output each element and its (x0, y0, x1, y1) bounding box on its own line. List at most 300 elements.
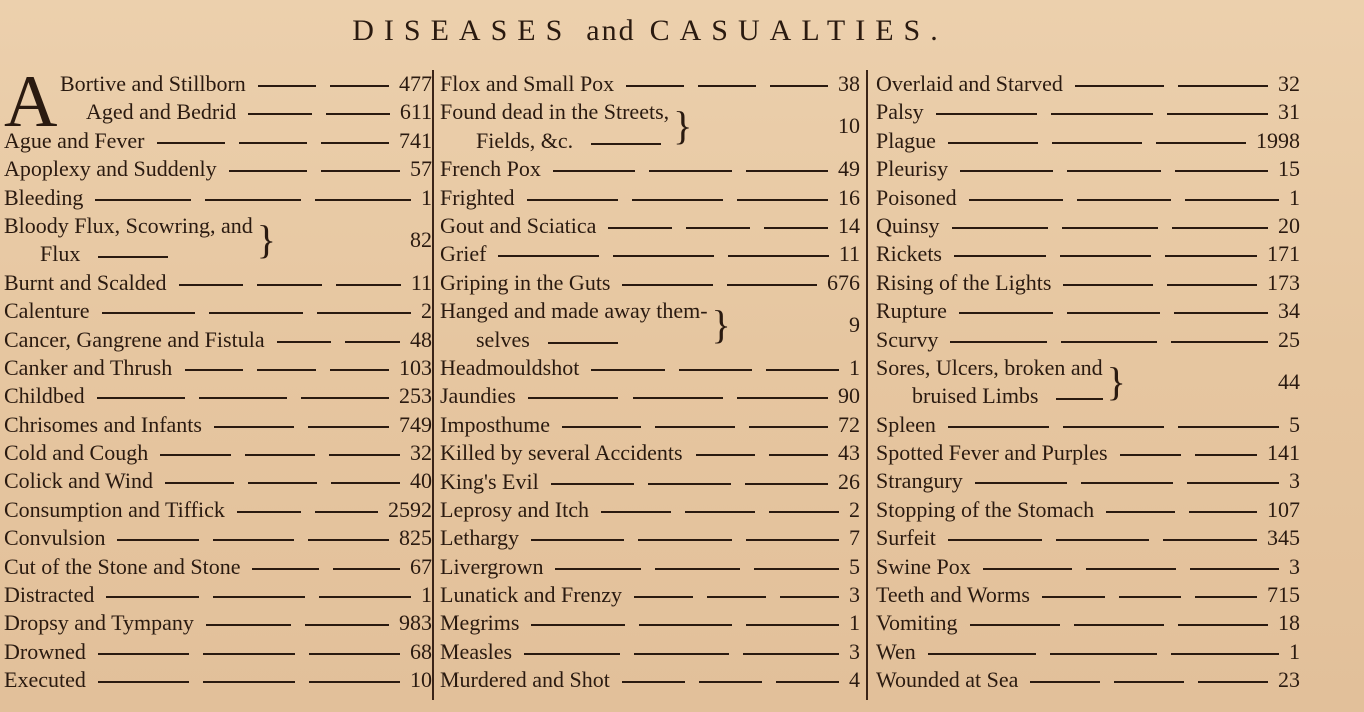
entry-count: 983 (399, 610, 432, 636)
leader-dash (743, 653, 839, 655)
leader-dash (1171, 341, 1268, 343)
entry-row (440, 212, 860, 240)
leader-dash (1119, 596, 1181, 598)
entry-row (4, 70, 432, 98)
leader-dash (948, 142, 1038, 144)
entry-name: Burnt and Scalded (4, 269, 167, 295)
leader-dash (315, 199, 411, 201)
leader-dash (1030, 681, 1100, 683)
leader-dash (737, 199, 828, 201)
leader-dash (308, 539, 389, 541)
entry-row (4, 411, 432, 439)
entry-name: Dropsy and Tympany (4, 610, 194, 636)
leader-dash (632, 199, 723, 201)
title-word-diseases: DISEASES (352, 14, 573, 47)
entry-count: 38 (838, 71, 860, 96)
entry-name: Gout and Sciatica (440, 212, 597, 238)
entry-name-continued: selves (476, 326, 530, 352)
leader-dash (1052, 142, 1142, 144)
leader-dash (928, 653, 1036, 655)
entry-count: 611 (399, 99, 432, 125)
entry-row (440, 354, 860, 382)
entry-row (440, 581, 860, 609)
entry-name: Bortive and Stillborn (60, 71, 246, 96)
entry-count: 5 (1289, 411, 1300, 437)
leader-dash (199, 397, 287, 399)
entry-row (440, 638, 860, 666)
entry-name: Chrisomes and Infants (4, 411, 202, 437)
entry-count: 3 (849, 582, 860, 608)
entry-count: 1 (1289, 638, 1300, 664)
column-1 (4, 61, 432, 702)
leader-dash (1056, 539, 1150, 541)
leader-dash (252, 568, 319, 570)
entry-name: Leprosy and Itch (440, 496, 590, 522)
leader-dash (326, 113, 390, 115)
entry-row (440, 666, 860, 694)
entry-name: Cut of the Stone and Stone (4, 553, 241, 579)
entry-name: Overlaid and Starved (876, 71, 1063, 96)
entry-row (440, 382, 860, 410)
leader-dash (969, 199, 1063, 201)
entry-row (440, 524, 860, 552)
entry-name: Jaundies (440, 383, 516, 409)
entry-count: 4 (849, 667, 860, 693)
leader-dash (1190, 568, 1279, 570)
entry-name: Spleen (876, 411, 936, 437)
leader-dash (102, 312, 196, 314)
entry-name: Convulsion (4, 525, 106, 551)
entry-row (440, 297, 860, 354)
entry-name: Strangury (876, 468, 963, 494)
entry-count: 68 (410, 638, 432, 664)
column-2 (440, 70, 860, 702)
leader-dash (309, 681, 400, 683)
leader-dash (698, 85, 756, 87)
leader-dash (98, 653, 189, 655)
leader-dash (258, 85, 317, 87)
leader-dash (1172, 227, 1268, 229)
leader-dash (321, 170, 400, 172)
leader-dash (157, 142, 225, 144)
entry-row (876, 411, 1300, 439)
page-title (0, 14, 1300, 48)
entry-name: Executed (4, 667, 86, 693)
entry-name: Plague (876, 127, 936, 153)
entry-row (876, 553, 1300, 581)
leader-dash (634, 653, 730, 655)
leader-dash (780, 596, 839, 598)
leader-dash (277, 341, 332, 343)
leader-dash (213, 539, 294, 541)
entry-row (4, 297, 432, 325)
entry-name: Cancer, Gangrene and Fistula (4, 326, 265, 352)
leader-dash (203, 681, 294, 683)
entry-name: Hanged and made away them- (440, 298, 708, 324)
entry-name: French Pox (440, 156, 541, 182)
leader-dash (655, 426, 734, 428)
entry-count: 40 (410, 468, 432, 494)
entry-name: Palsy (876, 99, 924, 125)
leader-dash (1156, 142, 1246, 144)
entry-count: 741 (399, 127, 432, 153)
leader-dash (528, 397, 619, 399)
leader-dash (1063, 284, 1153, 286)
brace-mark: } (673, 103, 693, 149)
entry-count: 10 (410, 667, 432, 693)
entry-row (4, 553, 432, 581)
entry-count: 2 (421, 298, 432, 324)
entry-row (876, 240, 1300, 268)
entry-count: 9 (849, 312, 860, 338)
entry-name: Spotted Fever and Purples (876, 440, 1108, 466)
entry-row (440, 70, 860, 98)
entry-row (4, 98, 432, 126)
leader-dash (1067, 312, 1161, 314)
entry-row (440, 184, 860, 212)
leader-dash (106, 596, 198, 598)
entry-name: Wen (876, 638, 916, 664)
entry-name: Frighted (440, 184, 515, 210)
leader-dash (160, 454, 231, 456)
leader-dash (679, 369, 752, 371)
entry-name: Killed by several Accidents (440, 440, 683, 466)
leader-dash (1178, 426, 1279, 428)
entry-count: 57 (410, 156, 432, 182)
entry-count: 72 (838, 411, 860, 437)
entry-name: Bleeding (4, 184, 84, 210)
entry-row (440, 269, 860, 297)
leader-dash (1174, 312, 1268, 314)
entry-count: 34 (1278, 298, 1300, 324)
entry-row (876, 496, 1300, 524)
leader-dash (749, 426, 828, 428)
entry-row (876, 638, 1300, 666)
title-word-and: and (586, 14, 636, 47)
entry-count: 749 (399, 411, 432, 437)
leader-dash (1063, 426, 1164, 428)
entry-count: 825 (399, 525, 432, 551)
entry-count: 23 (1278, 667, 1300, 693)
entry-name: Consumption and Tiffick (4, 496, 225, 522)
leader-dash (95, 199, 191, 201)
entry-row (876, 524, 1300, 552)
entry-name: Quinsy (876, 212, 940, 238)
entry-row (440, 468, 860, 496)
entry-name: Sores, Ulcers, broken and (876, 354, 1103, 380)
leader-dash (601, 511, 671, 513)
leader-dash (1106, 511, 1174, 513)
leader-dash (237, 511, 300, 513)
leader-dash (959, 312, 1053, 314)
leader-dash (707, 596, 766, 598)
entry-name: Imposthume (440, 411, 550, 437)
title-word-casualties: CASUALTIES. (649, 14, 948, 47)
entry-count: 67 (410, 553, 432, 579)
leader-dash (770, 85, 828, 87)
leader-dash (745, 483, 828, 485)
leader-dash (1075, 85, 1165, 87)
entry-count: 48 (410, 326, 432, 352)
leader-dash (975, 482, 1067, 484)
entry-row (440, 496, 860, 524)
entry-row (4, 581, 432, 609)
entry-row (440, 411, 860, 439)
leader-dash (1086, 568, 1175, 570)
leader-dash (257, 369, 316, 371)
leader-dash (936, 113, 1037, 115)
leader-dash (1120, 454, 1182, 456)
entry-count: 1 (421, 582, 432, 608)
entry-name-continued: Flux (40, 241, 81, 267)
entry-name: Flox and Small Pox (440, 71, 615, 96)
leader-dash (527, 199, 618, 201)
leader-dash (655, 568, 740, 570)
entry-row (4, 127, 432, 155)
leader-dash (950, 341, 1047, 343)
leader-dash (1178, 85, 1268, 87)
leader-dash (769, 511, 839, 513)
leader-dash (728, 255, 829, 257)
entry-name: Drowned (4, 638, 86, 664)
entry-name: Wounded at Sea (876, 667, 1019, 693)
entry-count: 3 (1289, 553, 1300, 579)
entry-count: 44 (1278, 368, 1300, 394)
entry-count: 90 (838, 383, 860, 409)
entry-count: 1 (421, 184, 432, 210)
leader-dash (746, 624, 839, 626)
leader-dash (117, 539, 198, 541)
entry-count: 43 (838, 440, 860, 466)
entry-count: 2 (849, 496, 860, 522)
leader-dash (948, 539, 1042, 541)
leader-dash (1114, 681, 1184, 683)
leader-dash (305, 624, 389, 626)
entry-row (4, 467, 432, 495)
leader-dash (551, 483, 634, 485)
column-3 (876, 70, 1300, 702)
leader-dash (1056, 398, 1102, 400)
entry-row (876, 127, 1300, 155)
leader-dash (319, 596, 411, 598)
entry-count: 141 (1267, 440, 1300, 466)
leader-dash (1163, 539, 1257, 541)
leader-dash (257, 284, 322, 286)
entry-count: 715 (1267, 582, 1300, 608)
entry-row (4, 609, 432, 637)
leader-dash (248, 113, 312, 115)
entry-count: 11 (838, 241, 860, 267)
entry-name: Bloody Flux, Scowring, and (4, 212, 253, 238)
entry-row (4, 326, 432, 354)
entry-name-continued: bruised Limbs (912, 383, 1039, 409)
leader-dash (555, 568, 640, 570)
leader-dash (613, 255, 714, 257)
leader-dash (1060, 255, 1152, 257)
entry-row (876, 609, 1300, 637)
leader-dash (622, 284, 712, 286)
leader-dash (548, 342, 618, 344)
entry-name: Griping in the Guts (440, 269, 611, 295)
leader-dash (229, 170, 308, 172)
entry-name: Murdered and Shot (440, 667, 610, 693)
leader-dash (686, 227, 750, 229)
entry-count: 49 (838, 156, 860, 182)
entry-row (4, 155, 432, 183)
leader-dash (591, 369, 664, 371)
leader-dash (330, 85, 389, 87)
entry-row (876, 212, 1300, 240)
entry-name: King's Evil (440, 468, 539, 494)
entry-count: 676 (827, 269, 860, 295)
entry-count: 3 (1289, 468, 1300, 494)
entry-row (876, 70, 1300, 98)
leader-dash (498, 255, 599, 257)
entry-name-continued: Fields, &c. (476, 127, 574, 153)
entry-count: 15 (1278, 156, 1300, 182)
leader-dash (1185, 199, 1279, 201)
entry-name: Pleurisy (876, 156, 949, 182)
leader-dash (524, 653, 620, 655)
leader-dash (213, 596, 305, 598)
entry-count: 5 (849, 553, 860, 579)
entry-row (876, 467, 1300, 495)
leader-dash (648, 483, 731, 485)
entry-count: 82 (410, 226, 432, 252)
leader-dash (330, 369, 389, 371)
leader-dash (309, 653, 400, 655)
leader-dash (685, 511, 755, 513)
entry-name: Measles (440, 638, 513, 664)
brace-mark: } (711, 302, 731, 348)
entry-name: Lunatick and Frenzy (440, 582, 623, 608)
entry-row (4, 524, 432, 552)
leader-dash (209, 312, 303, 314)
entry-name: Headmouldshot (440, 354, 580, 380)
leader-dash (1062, 227, 1158, 229)
entry-count: 107 (1267, 496, 1300, 522)
leader-dash (1178, 624, 1268, 626)
leader-dash (1198, 681, 1268, 683)
leader-dash (960, 170, 1053, 172)
leader-dash (633, 397, 724, 399)
leader-dash (608, 227, 672, 229)
entry-count: 477 (399, 71, 432, 96)
entry-name: Childbed (4, 383, 85, 409)
leader-dash (1077, 199, 1171, 201)
entry-row (440, 240, 860, 268)
entry-name: Stopping of the Stomach (876, 496, 1095, 522)
entry-name: Rickets (876, 241, 942, 267)
entry-row (876, 439, 1300, 467)
entry-count: 14 (838, 212, 860, 238)
brace-mark: } (1106, 358, 1126, 404)
entry-name: Surfeit (876, 525, 936, 551)
entry-count: 1 (1289, 184, 1300, 210)
entry-row (4, 638, 432, 666)
entry-count: 1998 (1256, 127, 1300, 153)
entry-count: 103 (399, 354, 432, 380)
brace-mark: } (256, 216, 276, 262)
leader-dash (638, 539, 731, 541)
entry-name: Scurvy (876, 326, 939, 352)
leader-dash (1187, 482, 1279, 484)
leader-dash (1171, 653, 1279, 655)
entry-count: 345 (1267, 525, 1300, 551)
leader-dash (1167, 284, 1257, 286)
leader-dash (97, 397, 185, 399)
entry-count: 31 (1278, 99, 1300, 125)
leader-dash (329, 454, 400, 456)
entry-count: 1 (849, 354, 860, 380)
entry-count: 253 (399, 383, 432, 409)
leader-dash (1081, 482, 1173, 484)
leader-dash (206, 624, 290, 626)
leader-dash (1067, 170, 1160, 172)
leader-dash (321, 142, 389, 144)
leader-dash (746, 170, 828, 172)
leader-dash (764, 227, 828, 229)
leader-dash (98, 681, 189, 683)
leader-dash (1051, 113, 1152, 115)
entry-name: Distracted (4, 582, 95, 608)
entry-row (4, 269, 432, 297)
leader-dash (315, 511, 378, 513)
entry-count: 173 (1267, 269, 1300, 295)
entry-name: Megrims (440, 610, 520, 636)
entry-row (440, 155, 860, 183)
leader-dash (214, 426, 295, 428)
leader-dash (345, 341, 400, 343)
entry-name: Aged and Bedrid (86, 99, 237, 125)
leader-dash (336, 284, 401, 286)
leader-dash (769, 454, 828, 456)
leader-dash (649, 170, 731, 172)
leader-dash (746, 539, 839, 541)
entry-count: 20 (1278, 212, 1300, 238)
entry-row (4, 382, 432, 410)
entry-name: Rupture (876, 298, 947, 324)
leader-dash (1061, 341, 1158, 343)
entry-row (4, 354, 432, 382)
entry-row (876, 98, 1300, 126)
leader-dash (245, 454, 316, 456)
leader-dash (331, 482, 400, 484)
leader-dash (1189, 511, 1257, 513)
leader-dash (98, 256, 168, 258)
leader-dash (766, 369, 839, 371)
leader-dash (699, 681, 762, 683)
entry-row (876, 269, 1300, 297)
entry-row (4, 184, 432, 212)
entry-name: Vomiting (876, 610, 958, 636)
entry-row (876, 354, 1300, 411)
leader-dash (562, 426, 641, 428)
entry-row (440, 553, 860, 581)
entry-count: 171 (1267, 241, 1300, 267)
entry-name: Livergrown (440, 553, 544, 579)
drop-cap-letter: A (4, 61, 58, 143)
leader-dash (954, 255, 1046, 257)
leader-dash (970, 624, 1060, 626)
leader-dash (983, 568, 1072, 570)
entry-count: 3 (849, 638, 860, 664)
entry-row (876, 666, 1300, 694)
entry-count: 25 (1278, 326, 1300, 352)
column-divider-1 (432, 70, 434, 700)
leader-dash (1175, 170, 1268, 172)
leader-dash (1050, 653, 1158, 655)
